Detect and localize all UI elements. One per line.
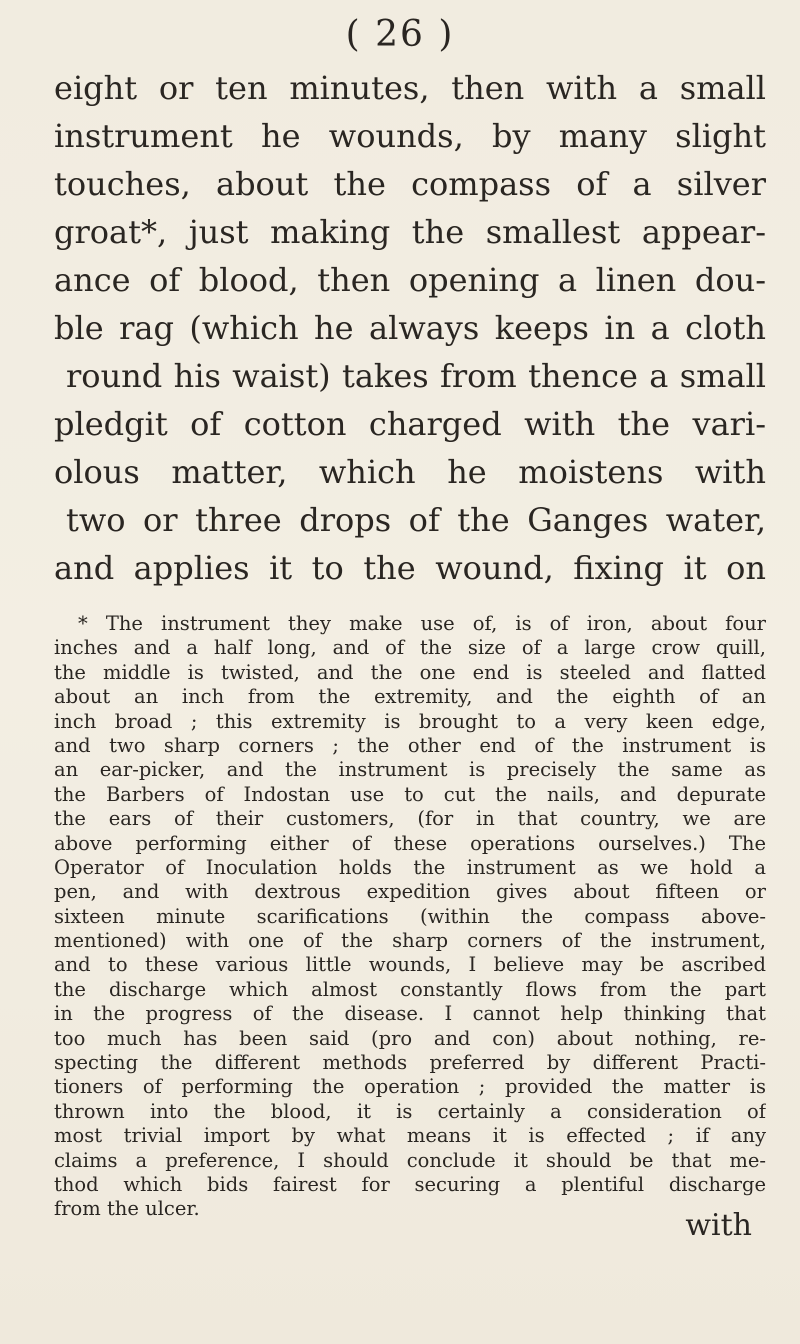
footnote-line: * The instrument they make use of, is of iron, about four <box>78 612 766 635</box>
main-text-line: eight or ten minutes, then with a small <box>54 69 766 107</box>
main-text-line: round his waist) takes from thence a small <box>66 357 766 395</box>
footnote-line: most trivial import by what means it is effected ; if any <box>54 1124 766 1148</box>
footnote-block <box>54 612 766 1222</box>
footnote-line: pen, and with dextrous expedition gives about fifteen or <box>54 880 766 904</box>
footnote-line: the Barbers of Indostan use to cut the nails, and depurate <box>54 782 766 806</box>
footnote-line: an ear-picker, and the instrument is precisely the same as <box>54 758 766 782</box>
footnote-line: Operator of Inoculation holds the instrument as we hold a <box>54 855 766 879</box>
main-text-line: ble rag (which he always keeps in a cloth <box>54 309 766 347</box>
footnote-line: from the ulcer. <box>54 1197 200 1221</box>
main-text-line: and applies it to the wound, fixing it on <box>54 549 766 587</box>
footnote-line: sixteen minute scarifications (within the compass above- <box>54 904 766 928</box>
main-text-line: olous matter, which he moistens with <box>54 453 766 491</box>
footnote-line: and two sharp corners ; the other end of the instrument is <box>54 733 766 757</box>
main-text-line: touches, about the compass of a silver <box>54 165 766 203</box>
footnote-line: mentioned) with one of the sharp corners of the instrument, <box>54 929 766 953</box>
page-number: ( 26 ) <box>345 14 455 55</box>
main-text-line: pledgit of cotton charged with the vari- <box>54 405 766 443</box>
footnote-line: claims a preference, I should conclude it should be that me- <box>54 1148 766 1172</box>
main-text-line: groat*, just making the smallest appear- <box>54 213 766 251</box>
footnote-line: inch broad ; this extremity is brought to a very keen edge, <box>54 709 766 733</box>
footnote-line: about an inch from the extremity, and the eighth of an <box>54 685 766 709</box>
footnote-line: specting the different methods preferred by different Practi- <box>54 1051 766 1075</box>
footnote-line: too much has been said (pro and con) about nothing, re- <box>54 1026 766 1050</box>
footnote-line: tioners of performing the operation ; provided the matter is <box>54 1075 766 1099</box>
main-text-line: instrument he wounds, by many slight <box>54 117 766 155</box>
footnote-line: the ears of their customers, (for in that country, we are <box>54 807 766 831</box>
footnote-line: the middle is twisted, and the one end is steeled and flatted <box>54 660 766 684</box>
footnote-line: in the progress of the disease. I cannot help thinking that <box>54 1002 766 1026</box>
catchword: with <box>685 1208 752 1243</box>
main-text-block <box>54 64 766 592</box>
main-text-line: two or three drops of the Ganges water, <box>66 501 766 539</box>
main-text-line: ance of blood, then opening a linen dou- <box>54 261 766 299</box>
footnote-line: above performing either of these operations ourselves.) The <box>54 831 766 855</box>
footnote-line: thrown into the blood, it is certainly a consideration of <box>54 1099 766 1123</box>
footnote-line: and to these various little wounds, I believe may be ascribed <box>54 953 766 977</box>
footnote-line: inches and a half long, and of the size of a large crow quill, <box>54 636 766 660</box>
footnote-line: thod which bids fairest for securing a plentiful discharge <box>54 1172 766 1196</box>
footnote-line: the discharge which almost constantly flows from the part <box>54 977 766 1001</box>
